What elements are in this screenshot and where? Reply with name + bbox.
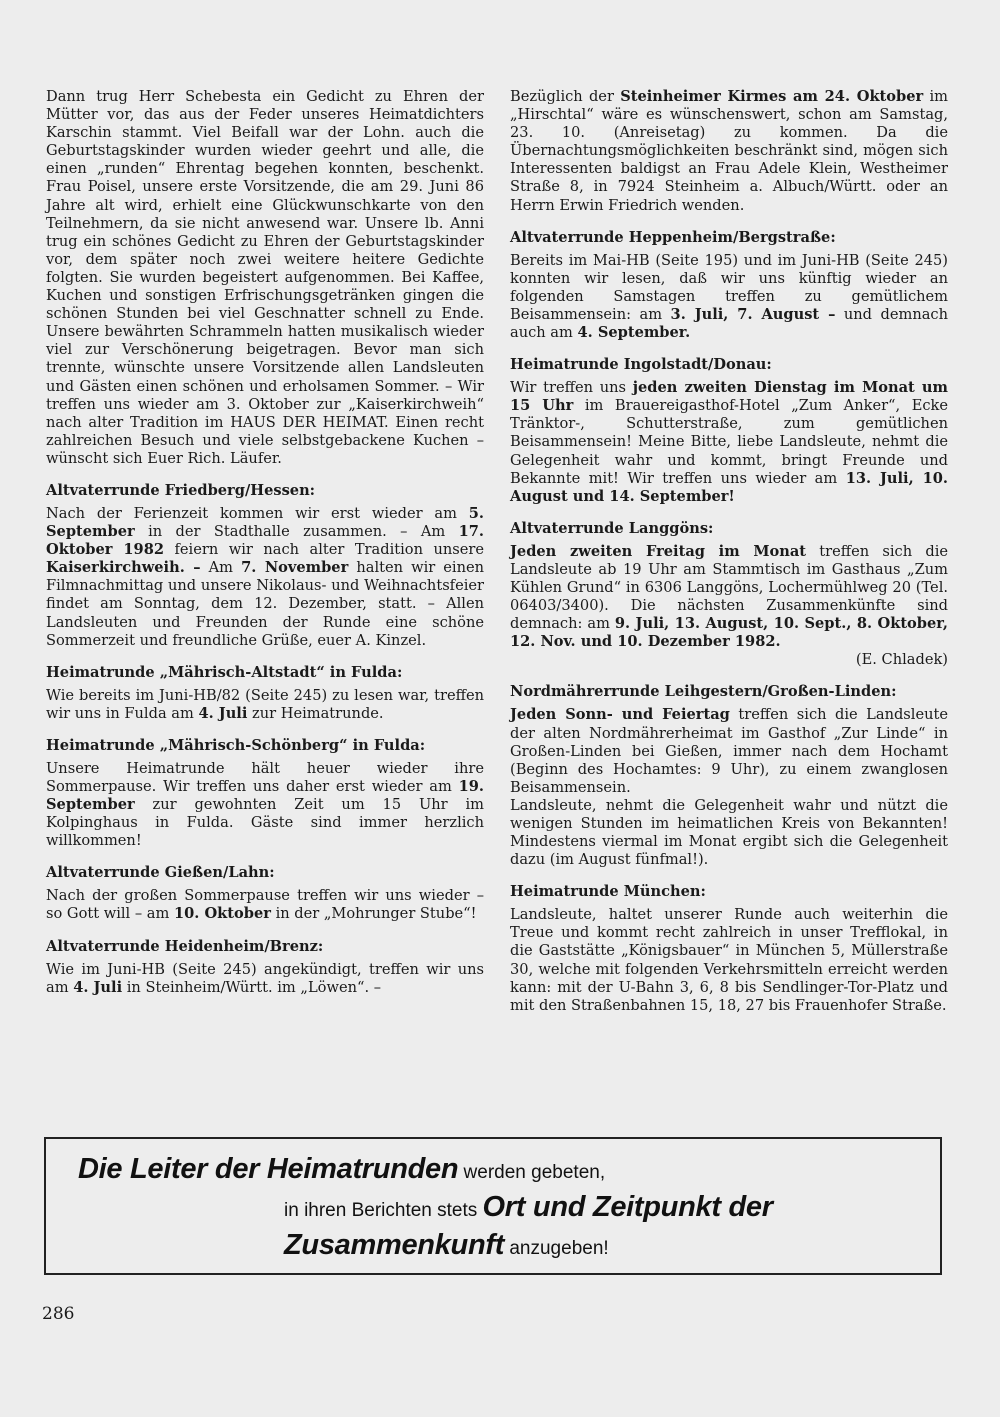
section-text-friedberg: Nach der Ferienzeit kommen wir erst wieder am 5. September in der Stadthalle zusammen. – Am 17. Oktober 1982 feiern wir nach alter Tradition unsere Kaiserkirchweih. – Am 7. November halten wir einen Filmnachmittag und unsere Nikolaus- und Weihnachtsfeier findet am Sonntag, dem 12. Dezember, statt. – Allen Landsleuten und Freunden der Runde eine schöne Sommerzeit und freundliche Grüße, euer A. Kinzel. [46,504,485,649]
section-heading-langgoens: Altvaterrunde Langgöns: [510,519,714,537]
section-text-langgoens: Jeden zweiten Freitag im Monat treffen sich die Landsleute ab 19 Uhr am Stammtisch im Gasthaus „Zum Kühlen Grund“ in 6306 Langgöns, Lochermühlweg 20 (Tel. 06403/3400). Die nächsten Zusammenkünfte sind demnach: am 9. Juli, 13. August, 10. Sept., 8. Oktober, 12. Nov. und 10. Dezember 1982. [510,542,948,651]
section-text-leihgestern: Jeden Sonn- und Feiertag treffen sich die Landsleute der alten Nordmährerheimat im Gasthof „Zur Linde“ in Großen-Linden bei Gießen, immer nach dem Hochamt (Beginn des Hochamtes: 9 Uhr), zu einem zwanglosen Beisammensein. [510,706,949,796]
notice-box [44,1137,942,1275]
section-heading-giessen: Altvaterrunde Gießen/Lahn: [46,864,275,882]
continuation-paragraph: Bezüglich der Steinheimer Kirmes am 24. Oktober im „Hirschtal“ wäre es wünschenswert, schon am Samstag, 23. 10. (Anreisetag) zu kommen. Da die Übernachtungsmöglichkeiten beschränkt sind, mögen sich Interessenten baldigst an Frau Adele Klein, Westheimer Straße 8, in 7924 Steinheim a. Albuch/Württ. oder an Herrn Erwin Friedrich wenden. [510,88,948,214]
section-heading-heppenheim: Altvaterrunde Heppenheim/Bergstraße: [510,228,836,246]
section-text-leihgestern-2: Landsleute, nehmt die Gelegenheit wahr und nützt die wenigen Stunden im heimatlichen Kreis von Bekannten! Mindestens viermal im Monat ergibt sich die Gelegenheit dazu (im August fünfmal!). [510,796,948,869]
section-text-ingolstadt: Wir treffen uns jeden zweiten Dienstag im Monat um 15 Uhr im Brauereigasthof-Hotel „Zum Anker“, Ecke Tränktor-, Schutterstraße, zum gemütlichen Beisammensein! Meine Bitte, liebe Landsleute, nehmt die Gelegenheit wahr und kommt, bringt Freunde und Bekannte mit! Wir treffen uns wieder am 13. Juli, 10. August und 14. September! [510,379,949,505]
section-text-heidenheim: Wie im Juni-HB (Seite 245) angekündigt, treffen wir uns am 4. Juli in Steinheim/Württ. im „Löwen“. – [46,960,484,996]
section-heading-friedberg: Altvaterrunde Friedberg/Hessen: [46,481,316,499]
left-column [46,88,484,997]
section-heading-schoenberg: Heimatrunde „Mährisch-Schönberg“ in Fulda: [46,736,426,754]
section-text-giessen: Nach der großen Sommerpause treffen wir uns wieder – so Gott will – am 10. Oktober in der „Mohrunger Stube“! [46,887,484,923]
notice-line-3: Zusammenkunft anzugeben! [284,1229,609,1261]
signature-chladek: (E. Chladek) [855,651,948,669]
intro-paragraph: Dann trug Herr Schebesta ein Gedicht zu Ehren der Mütter vor, das aus der Feder unseres Heimatdichters Karschin stammt. Viel Beifall war der Lohn. auch die Geburtstagskinder wurden wieder geehrt und alle, die einen „runden“ Ehrentag begehen konnten, beschenkt. Frau Poisel, unsere erste Vorsitzende, die am 29. Juni 86 Jahre alt wird, erhielt eine Glückwunschkarte von den Teilnehmern, da sie nicht anwesend war. Unsere lb. Anni trug ein schönes Gedicht zu Ehren der Geburtstagskinder vor, dem später noch zwei weitere heitere Gedichte folgten. Sie wurden begeistert aufgenommen. Bei Kaffee, Kuchen und sonstigen Erfrischungsgetränken gingen die schönen Stunden bei viel Geschnatter schnell zu Ende. Unsere bewährten Schrammeln hatten musikalisch wieder viel zur Verschönerung beigetragen. Bevor man sich trennte, wünschte unsere Vorsitzende allen Landsleuten und Gästen einen schönen und erholsamen Sommer. – Wir treffen uns wieder am 3. Oktober zur „Kaiserkirchweih“ nach alter Tradition im HAUS DER HEIMAT. Einen recht zahlreichen Besuch und viele selbstgebackene Kuchen – wünscht sich Euer Rich. Läufer. [46,88,484,467]
section-heading-ingolstadt: Heimatrunde Ingolstadt/Donau: [510,356,772,374]
page-number: 286 [42,1304,75,1324]
section-heading-leihgestern: Nordmährerrunde Leihgestern/Großen-Linden: [510,683,897,701]
notice-line-2: in ihren Berichten stets Ort und Zeitpunkt der [284,1191,773,1223]
section-heading-heidenheim: Altvaterrunde Heidenheim/Brenz: [46,937,324,955]
section-heading-altstadt: Heimatrunde „Mährisch-Altstadt“ in Fulda: [46,663,403,681]
section-text-heppenheim: Bereits im Mai-HB (Seite 195) und im Juni-HB (Seite 245) konnten wir lesen, daß wir uns künftig wieder an folgenden Samstagen treffen zu gemütlichem Beisammensein: am 3. Juli, 7. August – und demnach auch am 4. September. [510,251,948,342]
section-text-muenchen: Landsleute, haltet unserer Runde auch weiterhin die Treue und kommt recht zahlreich in unser Trefflokal, in die Gaststätte „Königsbauer“ in München 5, Müllerstraße 30, welche mit folgenden Verkehrsmitteln erreicht werden kann: mit der U-Bahn 3, 6, 8 bis Sendlinger-Tor-Platz und mit den Straßenbahnen 15, 18, 27 bis Frauenhofer Straße. [510,906,948,1014]
right-column [510,88,948,1015]
section-text-altstadt: Wie bereits im Juni-HB/82 (Seite 245) zu lesen war, treffen wir uns in Fulda am 4. Juli zur Heimatrunde. [46,686,484,722]
notice-line-1: Die Leiter der Heimatrunden werden gebeten, [78,1153,606,1185]
section-text-schoenberg: Unsere Heimatrunde hält heuer wieder ihre Sommerpause. Wir treffen uns daher erst wieder am 19. September zur gewohnten Zeit um 15 Uhr im Kolpinghaus in Fulda. Gäste sind immer herzlich willkommen! [46,759,484,850]
section-heading-muenchen: Heimatrunde München: [510,883,706,901]
